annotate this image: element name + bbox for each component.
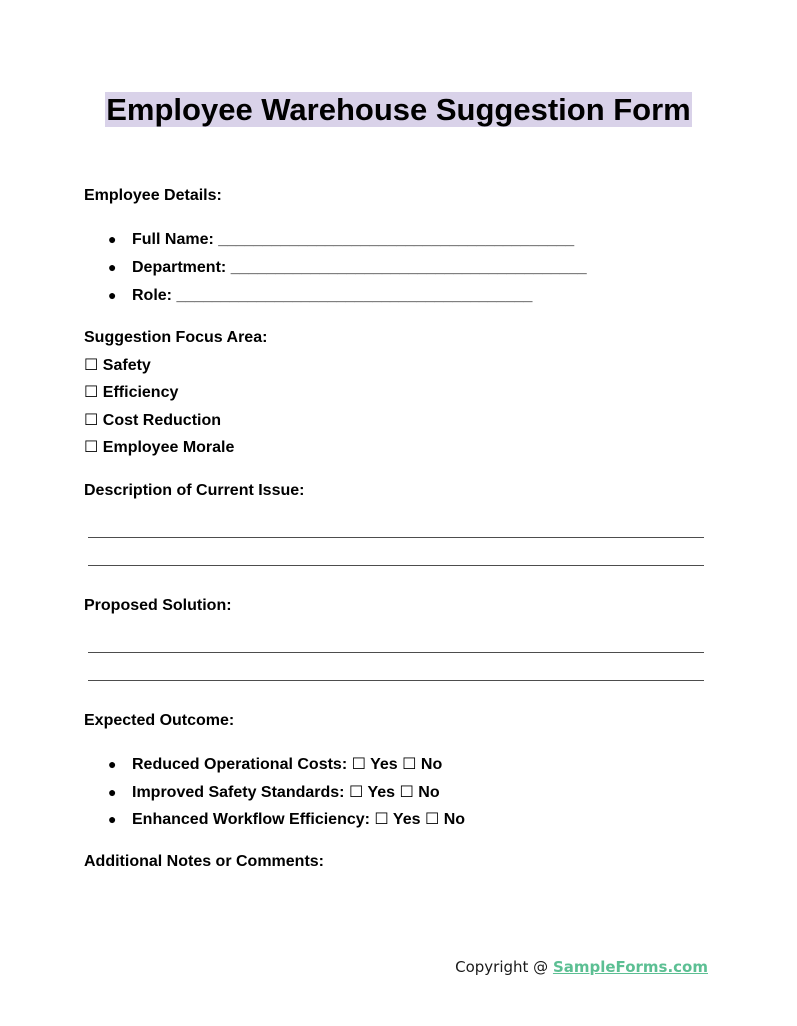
current-issue-line[interactable] — [88, 537, 704, 538]
page-title: Employee Warehouse Suggestion Form — [106, 92, 691, 127]
yes-no-choices[interactable]: ☐ Yes ☐ No — [374, 811, 466, 828]
checkbox-employee-morale[interactable]: ☐ Employee Morale — [84, 439, 235, 456]
field-role — [108, 285, 532, 306]
outcome-label: Improved Safety Standards: — [132, 784, 345, 801]
expected-outcome-heading: Expected Outcome: — [84, 712, 235, 729]
field-full-name — [108, 229, 574, 250]
department-blank[interactable]: ________________________________________ — [230, 259, 587, 276]
focus-area-heading: Suggestion Focus Area: — [84, 329, 268, 346]
checkbox-cost-reduction[interactable]: ☐ Cost Reduction — [84, 412, 222, 429]
field-label: Role: — [132, 287, 172, 304]
current-issue-line[interactable] — [88, 565, 704, 566]
field-label: Full Name: — [132, 231, 214, 248]
full-name-blank[interactable]: ________________________________________ — [218, 231, 575, 248]
bullet: ● — [108, 287, 117, 303]
role-blank[interactable]: ________________________________________ — [176, 287, 533, 304]
field-department — [108, 257, 587, 278]
yes-no-choices[interactable]: ☐ Yes ☐ No — [351, 756, 443, 773]
bullet: ● — [108, 231, 117, 247]
bullet: ● — [108, 756, 117, 772]
checkbox-efficiency[interactable]: ☐ Efficiency — [84, 384, 179, 401]
outcome-label: Reduced Operational Costs: — [132, 756, 348, 773]
copyright-text: Copyright @ — [455, 958, 553, 976]
current-issue-heading: Description of Current Issue: — [84, 482, 305, 499]
bullet: ● — [108, 811, 117, 827]
outcome-workflow-efficiency — [108, 809, 465, 830]
outcome-improved-safety — [108, 782, 440, 803]
outcome-label: Enhanced Workflow Efficiency: — [132, 811, 370, 828]
proposed-solution-heading: Proposed Solution: — [84, 597, 232, 614]
yes-no-choices[interactable]: ☐ Yes ☐ No — [348, 784, 440, 801]
checkbox-safety[interactable]: ☐ Safety — [84, 357, 151, 374]
outcome-reduced-costs — [108, 754, 442, 775]
brand-link[interactable]: SampleForms.com — [552, 958, 708, 976]
proposed-solution-line[interactable] — [88, 680, 704, 681]
employee-details-heading: Employee Details: — [84, 187, 222, 204]
field-label: Department: — [132, 259, 227, 276]
bullet: ● — [108, 784, 117, 800]
title-wrapper — [0, 92, 797, 127]
bullet: ● — [108, 259, 117, 275]
copyright-footer — [455, 957, 708, 977]
proposed-solution-line[interactable] — [88, 652, 704, 653]
additional-notes-heading: Additional Notes or Comments: — [84, 853, 325, 870]
